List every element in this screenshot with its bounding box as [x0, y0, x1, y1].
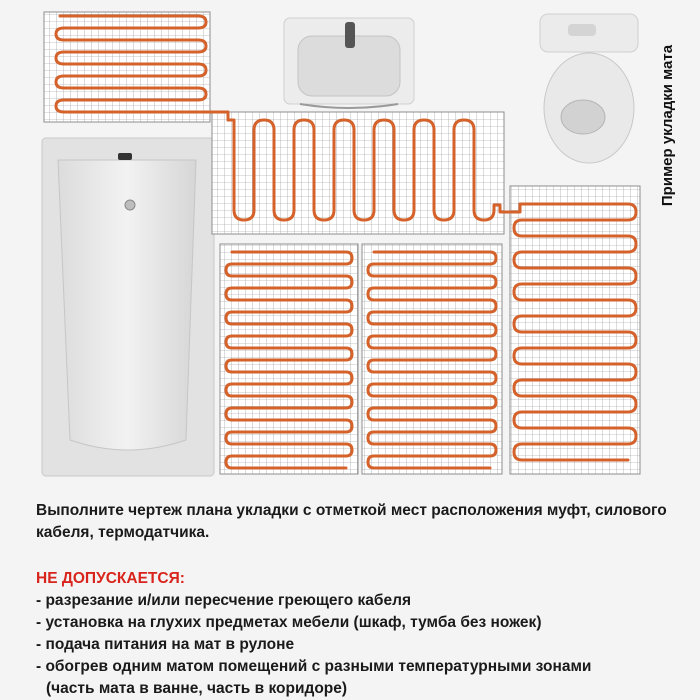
rule-item: - подача питания на мат в рулоне [36, 636, 295, 653]
rule-continuation: (часть мата в ванне, часть в коридоре) [46, 680, 348, 697]
rule-item: - обогрев одним матом помещений с разными температурными зонами [36, 658, 592, 675]
text-block [36, 500, 676, 700]
toilet-icon [540, 14, 638, 163]
instruction-text: Выполните чертеж плана укладки с отметкой мест расположения муфт, силового кабеля, термодатчика. [36, 502, 667, 541]
side-label: Пример укладки мата [659, 44, 677, 206]
sink-icon [284, 18, 414, 108]
warning-title: НЕ ДОПУСКАЕТСЯ: [36, 570, 185, 587]
side-label-container [648, 20, 688, 230]
rule-item: - разрезание и/или пересчение греющего кабеля [36, 592, 412, 609]
rule-item: - установка на глухих предметах мебели (шкаф, тумба без ножек) [36, 614, 542, 631]
bathtub-icon [42, 138, 214, 476]
heating-mat-right [510, 186, 640, 474]
heating-mat-middle-strip [212, 112, 504, 234]
